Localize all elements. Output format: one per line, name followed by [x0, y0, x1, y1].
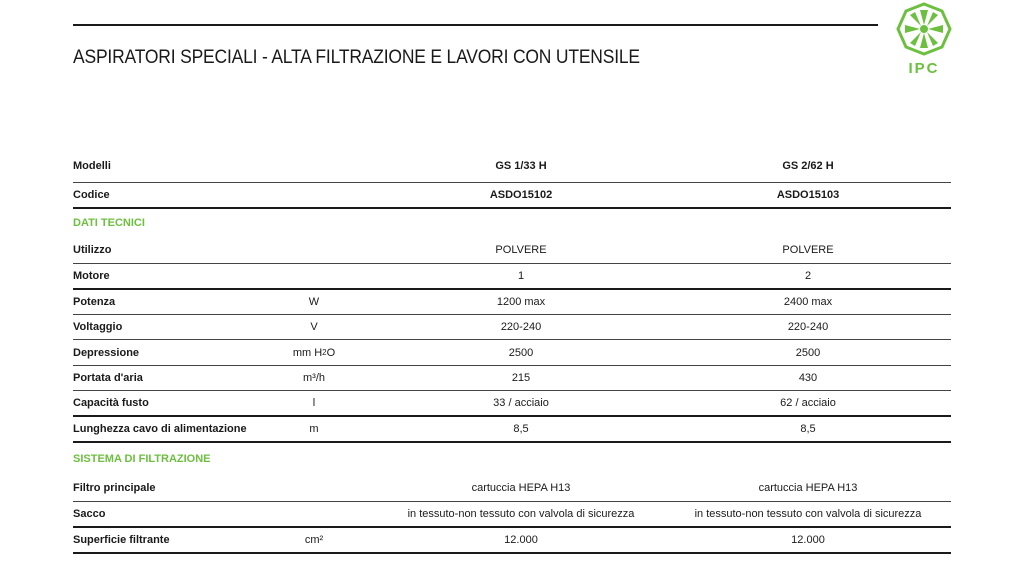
row-label: Voltaggio — [73, 321, 123, 333]
row-label: Potenza — [73, 296, 116, 308]
row-value-2: 2500 — [795, 346, 821, 359]
row-label: Depressione — [73, 346, 140, 359]
row-label: Filtro principale — [73, 481, 156, 494]
row-unit — [259, 264, 369, 288]
models-row — [73, 150, 951, 183]
row-unit — [259, 502, 369, 526]
row-value-2: 8,5 — [800, 423, 816, 435]
spec-table — [73, 150, 951, 554]
row-unit: V — [310, 321, 318, 333]
row-unit — [259, 236, 369, 263]
row-value-2: 220-240 — [787, 321, 829, 333]
row-value-1: cartuccia HEPA H13 — [471, 481, 571, 494]
row-value-1: in tessuto-non tessuto con valvola di sicurezza — [407, 508, 635, 520]
row-unit — [259, 474, 369, 501]
table-row — [73, 290, 951, 315]
row-unit: m — [309, 423, 319, 435]
row-value-2: cartuccia HEPA H13 — [758, 481, 858, 494]
ipc-logo — [894, 2, 954, 78]
row-unit: l — [312, 397, 316, 409]
table-row — [73, 417, 951, 443]
row-label: Capacità fusto — [73, 397, 149, 409]
row-value-1: 215 — [511, 372, 531, 384]
table-row — [73, 315, 951, 340]
row-label: Sacco — [73, 508, 106, 520]
row-value-1: 1200 max — [496, 296, 546, 308]
table-row — [73, 474, 951, 502]
table-row — [73, 528, 951, 554]
row-label: Utilizzo — [73, 243, 112, 256]
row-label: Superficie filtrante — [73, 534, 170, 546]
table-row — [73, 340, 951, 366]
section-title: SISTEMA DI FILTRAZIONE — [73, 452, 211, 465]
row-value-2: POLVERE — [782, 243, 834, 256]
table-row — [73, 264, 951, 290]
model-1: GS 1/33 H — [495, 160, 547, 172]
row-value-1: 1 — [517, 270, 525, 282]
section-header-technical — [73, 209, 951, 236]
header-rule — [73, 24, 878, 26]
table-row — [73, 391, 951, 417]
table-row — [73, 502, 951, 528]
logo-text: IPC — [908, 60, 940, 77]
row-unit: W — [308, 296, 320, 308]
code-2: ASDO15103 — [776, 189, 840, 201]
row-value-1: 33 / acciaio — [493, 397, 549, 409]
row-value-1: POLVERE — [495, 243, 547, 256]
row-label: Motore — [73, 270, 110, 282]
row-label: Modelli — [73, 160, 111, 172]
row-unit: cm² — [304, 534, 324, 546]
code-row — [73, 183, 951, 209]
row-value-2: 12.000 — [791, 534, 825, 546]
model-2: GS 2/62 H — [782, 160, 834, 172]
row-label: Portata d'aria — [73, 372, 143, 384]
row-unit: m³/h — [303, 372, 325, 384]
row-value-2: 62 / acciaio — [780, 397, 836, 409]
table-row — [73, 366, 951, 391]
table-row — [73, 236, 951, 264]
row-value-2: 430 — [798, 372, 818, 384]
row-value-1: 8,5 — [513, 423, 529, 435]
row-value-2: 2400 max — [783, 296, 833, 308]
row-value-2: in tessuto-non tessuto con valvola di sicurezza — [694, 508, 922, 520]
code-1: ASDO15102 — [489, 189, 553, 201]
row-value-1: 2500 — [508, 346, 534, 359]
row-label: Codice — [73, 189, 110, 201]
row-unit: mm H 2 O — [292, 346, 336, 359]
ipc-logo-icon — [894, 2, 954, 58]
row-value-1: 220-240 — [500, 321, 542, 333]
row-value-2: 2 — [804, 270, 812, 282]
section-title: DATI TECNICI — [73, 216, 145, 229]
section-header-filtration — [73, 443, 951, 474]
page-title: ASPIRATORI SPECIALI - ALTA FILTRAZIONE E LAVORI CON UTENSILE — [73, 47, 640, 68]
row-label: Lunghezza cavo di alimentazione — [73, 423, 247, 435]
row-value-1: 12.000 — [504, 534, 538, 546]
